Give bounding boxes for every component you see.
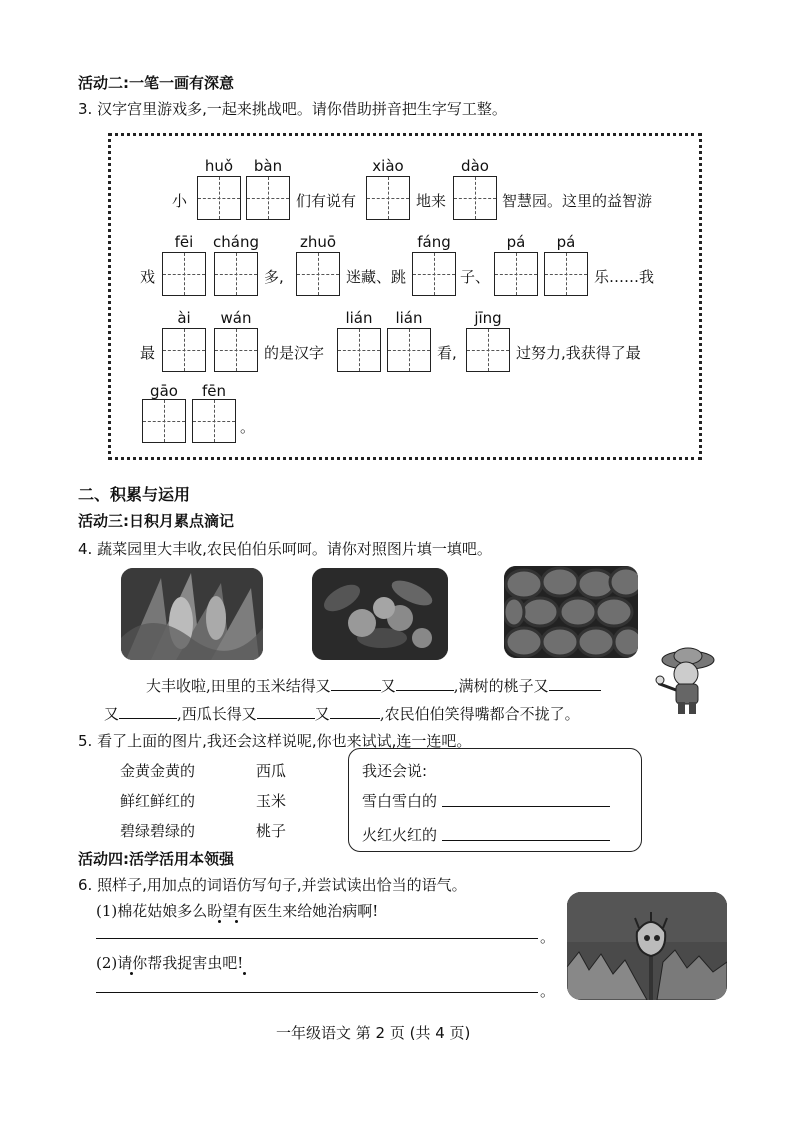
q4-sentence-line2 bbox=[104, 703, 580, 724]
pinyin-label: lián bbox=[395, 309, 423, 327]
match-right-item[interactable]: 桃子 bbox=[256, 822, 287, 840]
q4-text: 又 bbox=[380, 677, 396, 695]
char-writing-grid[interactable] bbox=[142, 399, 186, 443]
q5-prompt: 5. 看了上面的图片,我还会这样说呢,你也来试试,连一连吧。 bbox=[78, 732, 472, 750]
q4-prompt: 4. 蔬菜园里大丰收,农民伯伯乐呵呵。请你对照图片填一填吧。 bbox=[78, 540, 492, 558]
pinyin-label: wán bbox=[220, 309, 252, 327]
q3-text: 们有说有 bbox=[296, 192, 357, 210]
period: 。 bbox=[540, 928, 556, 946]
char-writing-grid[interactable] bbox=[296, 252, 340, 296]
match-right-item[interactable]: 玉米 bbox=[256, 792, 287, 810]
char-writing-grid[interactable] bbox=[387, 328, 431, 372]
match-right-item[interactable]: 西瓜 bbox=[256, 762, 287, 780]
activity3-title: 活动三:日积月累点滴记 bbox=[78, 512, 234, 530]
char-writing-grid[interactable] bbox=[494, 252, 538, 296]
char-writing-grid[interactable] bbox=[162, 328, 206, 372]
q4-text: 又 bbox=[104, 705, 120, 723]
pinyin-label: xiào bbox=[372, 157, 404, 175]
activity4-title: 活动四:活学活用本领强 bbox=[78, 850, 234, 868]
q3-text: 小 bbox=[172, 192, 188, 210]
q4-text: 大丰收啦,田里的玉米结得又 bbox=[146, 677, 331, 695]
q5-box-line2-label: 火红火红的 bbox=[362, 826, 438, 844]
q3-text: 子、 bbox=[460, 268, 491, 286]
q4-text: ,农民伯伯笑得嘴都合不拢了。 bbox=[379, 705, 580, 723]
answer-line[interactable] bbox=[96, 992, 538, 993]
char-writing-grid[interactable] bbox=[466, 328, 510, 372]
match-left-item[interactable]: 鲜红鲜红的 bbox=[120, 792, 196, 810]
section2-title: 二、积累与运用 bbox=[78, 485, 191, 504]
char-writing-grid[interactable] bbox=[246, 176, 290, 220]
pinyin-label: cháng bbox=[213, 233, 259, 251]
char-writing-grid[interactable] bbox=[366, 176, 410, 220]
pinyin-label: fáng bbox=[417, 233, 451, 251]
q3-text: 迷藏、跳 bbox=[346, 268, 407, 286]
char-writing-grid[interactable] bbox=[162, 252, 206, 296]
fill-blank[interactable] bbox=[331, 676, 381, 691]
activity2-title: 活动二:一笔一画有深意 bbox=[78, 74, 234, 92]
q4-sentence-line1 bbox=[146, 675, 601, 696]
corn-photo bbox=[121, 568, 263, 660]
q3-text: 看, bbox=[437, 344, 457, 362]
fill-blank[interactable] bbox=[119, 704, 177, 719]
pinyin-label: lián bbox=[345, 309, 373, 327]
farmer-cartoon-illustration bbox=[652, 646, 716, 720]
pinyin-label: pá bbox=[506, 233, 526, 251]
q4-text: 又 bbox=[314, 705, 330, 723]
emphasis-dot bbox=[130, 972, 133, 975]
q4-text: ,满树的桃子又 bbox=[453, 677, 549, 695]
fill-blank[interactable] bbox=[549, 676, 601, 691]
pinyin-label: zhuō bbox=[299, 233, 337, 251]
q3-text: 的是汉字 bbox=[264, 344, 325, 362]
q3-text: 乐……我 bbox=[594, 268, 655, 286]
pinyin-label: ài bbox=[177, 309, 191, 327]
q3-text: 最 bbox=[140, 344, 156, 362]
q6-sentence2: (2)请你帮我捉害虫吧! bbox=[96, 954, 244, 972]
char-writing-grid[interactable] bbox=[412, 252, 456, 296]
q4-text: ,西瓜长得又 bbox=[177, 705, 257, 723]
answer-line[interactable] bbox=[442, 806, 610, 807]
pinyin-label: gāo bbox=[150, 382, 178, 400]
answer-line[interactable] bbox=[442, 840, 610, 841]
match-left-item[interactable]: 金黄金黄的 bbox=[120, 762, 196, 780]
q5-box-line1-label: 雪白雪白的 bbox=[362, 792, 438, 810]
q3-text: 智慧园。这里的益智游 bbox=[502, 192, 653, 210]
char-writing-grid[interactable] bbox=[337, 328, 381, 372]
emphasis-dot bbox=[243, 972, 246, 975]
fill-blank[interactable] bbox=[330, 704, 380, 719]
q6-sentence1: (1)棉花姑娘多么盼望有医生来给她治病啊! bbox=[96, 902, 379, 920]
q3-text: 多, bbox=[264, 268, 284, 286]
pinyin-label: huǒ bbox=[204, 157, 234, 175]
cotton-plant-illustration bbox=[567, 892, 727, 1000]
period: 。 bbox=[540, 982, 556, 1000]
q3-prompt: 3. 汉字宫里游戏多,一起来挑战吧。请你借助拼音把生字写工整。 bbox=[78, 100, 507, 118]
emphasis-dot bbox=[235, 920, 238, 923]
page-footer: 一年级语文 第 2 页 (共 4 页) bbox=[276, 1024, 471, 1042]
char-writing-grid[interactable] bbox=[214, 252, 258, 296]
q3-text: 地来 bbox=[416, 192, 447, 210]
q5-box-title: 我还会说: bbox=[362, 762, 428, 780]
char-writing-grid[interactable] bbox=[197, 176, 241, 220]
q3-text: 过努力,我获得了最 bbox=[516, 344, 641, 362]
q3-text: 。 bbox=[240, 418, 256, 436]
fill-blank[interactable] bbox=[396, 676, 454, 691]
peach-tree-photo bbox=[312, 568, 448, 660]
pinyin-label: bàn bbox=[253, 157, 283, 175]
char-writing-grid[interactable] bbox=[544, 252, 588, 296]
char-writing-grid[interactable] bbox=[214, 328, 258, 372]
char-writing-grid[interactable] bbox=[192, 399, 236, 443]
watermelon-photo bbox=[504, 566, 638, 658]
char-writing-grid[interactable] bbox=[453, 176, 497, 220]
pinyin-label: fēn bbox=[201, 382, 227, 400]
answer-line[interactable] bbox=[96, 938, 538, 939]
q6-prompt: 6. 照样子,用加点的词语仿写句子,并尝试读出恰当的语气。 bbox=[78, 876, 467, 894]
pinyin-label: jīng bbox=[474, 309, 502, 327]
pinyin-label: fēi bbox=[174, 233, 194, 251]
emphasis-dot bbox=[218, 920, 221, 923]
q3-text: 戏 bbox=[140, 268, 156, 286]
pinyin-label: dào bbox=[461, 157, 489, 175]
match-left-item[interactable]: 碧绿碧绿的 bbox=[120, 822, 196, 840]
pinyin-label: pá bbox=[556, 233, 576, 251]
fill-blank[interactable] bbox=[257, 704, 315, 719]
